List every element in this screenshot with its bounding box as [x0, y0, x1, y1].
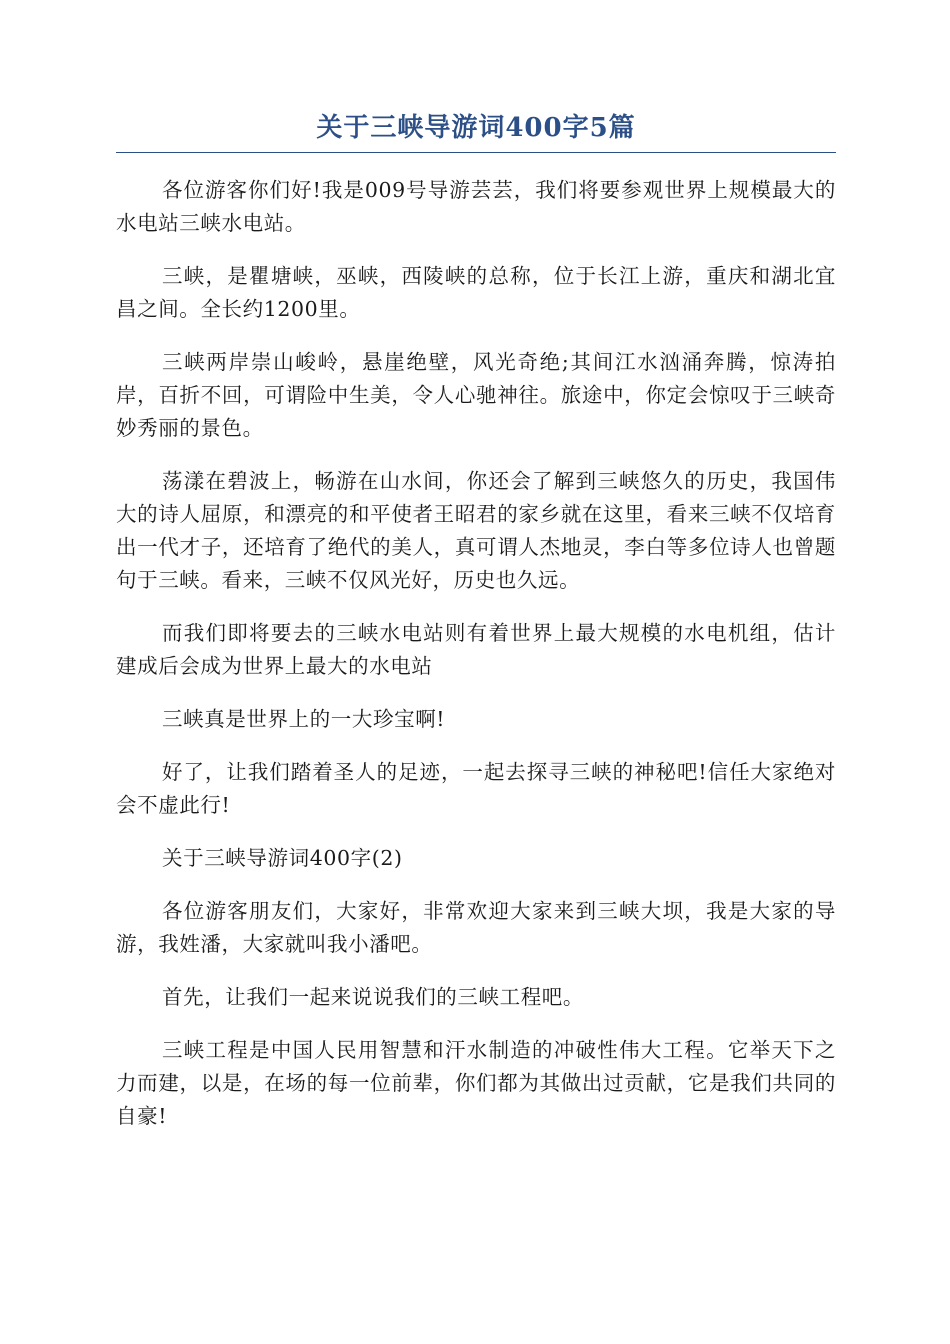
document-body [116, 174, 836, 1133]
paragraph: 好了，让我们踏着圣人的足迹，一起去探寻三峡的神秘吧!信任大家绝对会不虚此行! [116, 760, 836, 817]
document-page [116, 108, 836, 1153]
paragraph: 首先，让我们一起来说说我们的三峡工程吧。 [162, 985, 584, 1009]
section-heading: 关于三峡导游词400字(2) [162, 846, 403, 870]
paragraph: 三峡，是瞿塘峡，巫峡，西陵峡的总称，位于长江上游，重庆和湖北宜昌之间。全长约1200里。 [116, 264, 836, 321]
paragraph: 三峡真是世界上的一大珍宝啊! [162, 707, 446, 731]
paragraph: 三峡两岸崇山峻岭，悬崖绝壁，风光奇绝;其间江水汹涌奔腾，惊涛拍岸，百折不回，可谓险中生美，令人心驰神往。旅途中，你定会惊叹于三峡奇妙秀丽的景色。 [116, 350, 836, 440]
paragraph: 三峡工程是中国人民用智慧和汗水制造的冲破性伟大工程。它举天下之力而建，以是，在场的每一位前辈，你们都为其做出过贡献，它是我们共同的自豪! [116, 1038, 836, 1128]
paragraph: 荡漾在碧波上，畅游在山水间，你还会了解到三峡悠久的历史，我国伟大的诗人屈原，和漂亮的和平使者王昭君的家乡就在这里，看来三峡不仅培育出一代才子，还培育了绝代的美人，真可谓人杰地灵，李白等多位诗人也曾题句于三峡。看来，三峡不仅风光好，历史也久远。 [116, 469, 836, 592]
paragraph: 而我们即将要去的三峡水电站则有着世界上最大规模的水电机组，估计建成后会成为世界上最大的水电站 [116, 621, 836, 678]
document-title: 关于三峡导游词400字5篇 [116, 108, 836, 153]
paragraph: 各位游客朋友们，大家好，非常欢迎大家来到三峡大坝，我是大家的导游，我姓潘，大家就叫我小潘吧。 [116, 899, 836, 956]
paragraph: 各位游客你们好!我是009号导游芸芸，我们将要参观世界上规模最大的水电站三峡水电站。 [116, 178, 836, 235]
